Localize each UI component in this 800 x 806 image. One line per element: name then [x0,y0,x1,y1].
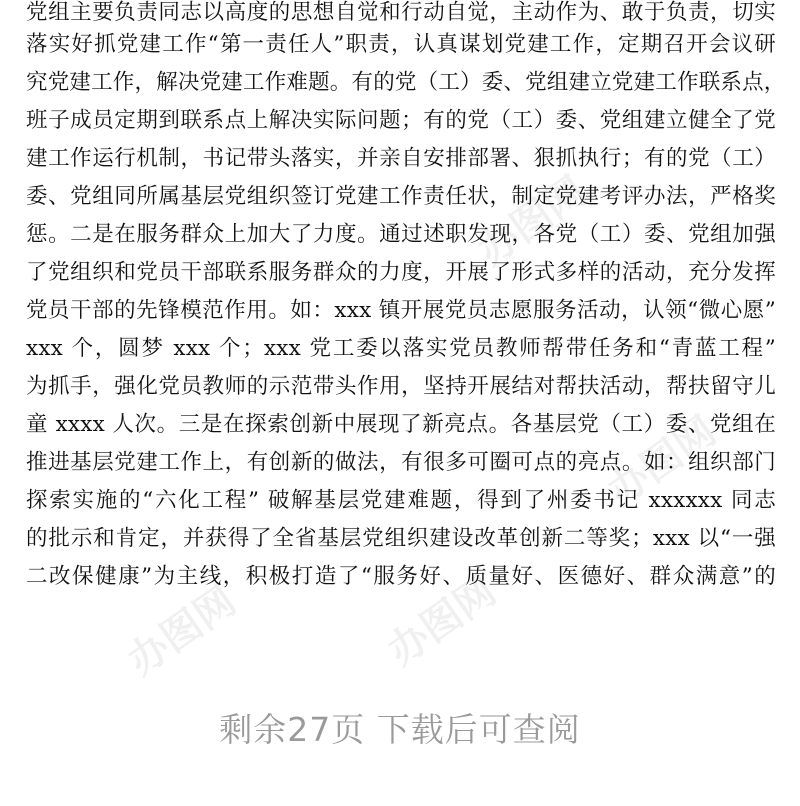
text-line: 党组主要负责同志以高度的思想自觉和行动自觉，主动作为、敢于负责，切实 [26,0,776,25]
text-line: 二改保健康”为主线，积极打造了“服务好、质量好、医德好、群众满意”的 [26,564,776,589]
text-line: 推进基层党建工作上，有创新的做法，有很多可圈可点的亮点。如：组织部门 [26,450,776,475]
text-line: 落实好抓党建工作“第一责任人”职责，认真谋划党建工作，定期召开会议研 [26,32,776,57]
text-line: 为抓手，强化党员教师的示范带头作用，坚持开展结对帮扶活动，帮扶留守儿 [26,374,776,399]
text-line: 探索实施的“六化工程” 破解基层党建难题，得到了州委书记 xxxxxx 同志 [26,488,776,513]
document-body [26,0,786,596]
text-line: 惩。二是在服务群众上加大了力度。通过述职发现，各党（工）委、党组加强 [26,222,776,247]
watermark: 办图网 [599,408,725,515]
text-line: 建工作运行机制，书记带头落实，并亲自安排部署、狠抓执行；有的党（工） [26,146,776,171]
text-line: xxx 个，圆梦 xxx 个；xxx 党工委以落实党员教师帮带任务和“青蓝工程” [26,336,776,361]
text-line: 的批示和肯定，并获得了全省基层党组织建设改革创新二等奖；xxx 以“一强 [26,526,776,551]
text-line: 党员干部的先锋模范作用。如：xxx 镇开展党员志愿服务活动，认领“微心愿” [26,298,776,323]
text-line: 究党建工作，解决党建工作难题。有的党（工）委、党组建立党建工作联系点， [26,70,786,95]
text-line: 了党组织和党员干部联系服务群众的力度，开展了形式多样的活动，充分发挥 [26,260,776,285]
watermark: 办图网 [469,168,595,275]
text-line: 童 xxxx 人次。三是在探索创新中展现了新亮点。各基层党（工）委、党组在 [26,412,776,437]
text-line: 委、党组同所属基层党组织签订党建工作责任状，制定党建考评办法，严格奖 [26,184,776,209]
watermark: 办图网 [119,578,245,685]
text-line: 班子成员定期到联系点上解决实际问题；有的党（工）委、党组建立健全了党 [26,108,776,133]
remaining-pages-notice: 剩余27页 下载后可查阅 [219,710,581,749]
watermark: 办图网 [379,568,505,675]
